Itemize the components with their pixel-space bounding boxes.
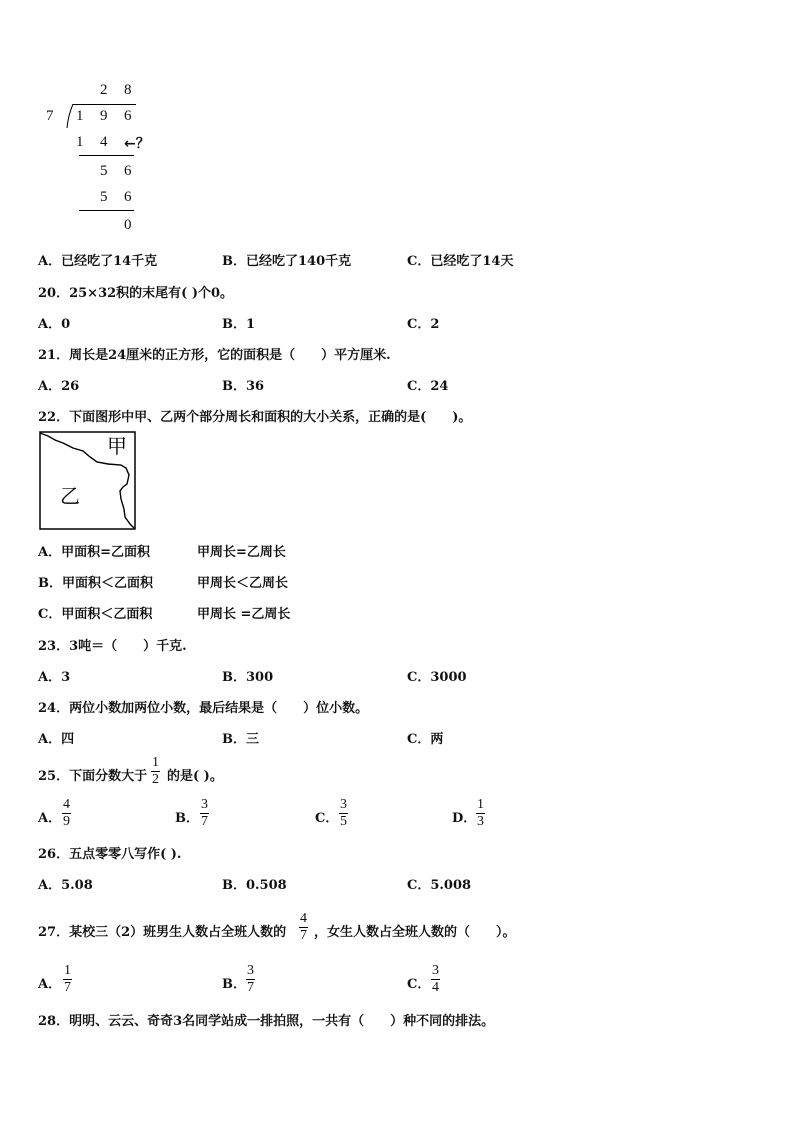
dividend-digit: 1 [76,108,84,124]
option-a[interactable]: A．四 [38,732,75,747]
option-c[interactable]: C．已经吃了14天 [407,254,514,269]
question-arrow: ←？ [124,136,150,152]
option-b[interactable]: B． [222,977,246,992]
option-b-extra: 甲周长＜乙周长 [197,576,289,591]
option-b-fraction: $\frac{3}{7}$ [201,797,208,829]
step-digit: 1 [76,134,84,150]
fraction-one-half: $\frac{1}{2}$ [152,755,159,787]
option-c[interactable]: C．甲面积＜乙面积 [38,607,153,622]
divisor: 7 [46,108,54,124]
step-digit: 5 [100,189,108,205]
option-d[interactable]: D． [452,811,477,826]
option-b[interactable]: B．0.508 [222,878,287,893]
question-25: 25．下面分数大于 [38,769,148,784]
question-25-tail: 的是( )。 [167,769,223,784]
option-a[interactable]: A．0 [38,317,71,332]
option-d-fraction: $\frac{1}{3}$ [477,797,484,829]
option-b[interactable]: B． [175,811,199,826]
question-21: 21．周长是24厘米的正方形，它的面积是（ ）平方厘米. [38,348,391,363]
option-a[interactable]: A．3 [38,670,71,685]
step-digit: 6 [124,189,132,205]
dividend-digit: 6 [124,108,132,124]
question-26: 26．五点零零八写作( ). [38,847,182,862]
yi-label: 乙 [60,484,80,508]
option-a[interactable]: A． [38,977,62,992]
option-c[interactable]: C．3000 [407,670,467,685]
option-b[interactable]: B．已经吃了140千克 [222,254,352,269]
quotient-digit: 8 [124,82,132,98]
step-digit: 5 [100,163,108,179]
option-c[interactable]: C．24 [407,379,449,394]
question-28: 28．明明、云云、奇奇3名同学站成一排拍照，一共有（ ）种不同的排法。 [38,1014,495,1029]
fraction-four-sevenths: $\frac{4}{7}$ [300,911,307,943]
option-a[interactable]: A．甲面积=乙面积 [38,545,150,560]
option-c[interactable]: C．两 [407,732,444,747]
option-b[interactable]: B．300 [222,670,274,685]
option-c-fraction: $\frac{3}{5}$ [340,797,347,829]
jia-label: 甲 [107,434,127,458]
option-b[interactable]: B．1 [222,317,256,332]
remainder: 0 [124,217,132,233]
option-c[interactable]: C．2 [407,317,440,332]
question-23: 23．3吨＝（ ）千克. [38,639,187,654]
option-a[interactable]: A．26 [38,379,80,394]
division-bracket [66,104,76,128]
option-c[interactable]: C．5.008 [407,878,472,893]
option-a-fraction: $\frac{1}{7}$ [64,963,71,995]
option-b[interactable]: B．36 [222,379,265,394]
question-20: 20．25×32积的末尾有( )个0。 [38,286,234,301]
question-24: 24．两位小数加两位小数，最后结果是（ ）位小数。 [38,701,369,716]
jia-yi-figure [39,431,137,531]
option-c[interactable]: C． [315,811,339,826]
step-digit: 6 [124,163,132,179]
quotient-digit: 2 [100,82,108,98]
step-digit: 4 [100,134,108,150]
question-27: 27．某校三（2）班男生人数占全班人数的 [38,925,287,940]
option-a[interactable]: A．5.08 [38,878,93,893]
option-a[interactable]: A．已经吃了14千克 [38,254,158,269]
option-b[interactable]: B．三 [222,732,259,747]
option-a[interactable]: A． [38,811,62,826]
option-c[interactable]: C． [407,977,431,992]
option-b-fraction: $\frac{3}{7}$ [247,963,254,995]
option-b[interactable]: B．甲面积＜乙面积 [38,576,153,591]
option-a-extra: 甲周长=乙周长 [197,545,286,560]
option-c-fraction: $\frac{3}{4}$ [432,963,439,995]
dividend-digit: 9 [100,108,108,124]
question-27-tail: ，女生人数占全班人数的（ ）。 [314,925,516,940]
option-a-fraction: $\frac{4}{9}$ [63,797,70,829]
option-c-extra: 甲周长 =乙周长 [197,607,291,622]
question-22: 22．下面图形中甲、乙两个部分周长和面积的大小关系，正确的是( )。 [38,410,472,425]
